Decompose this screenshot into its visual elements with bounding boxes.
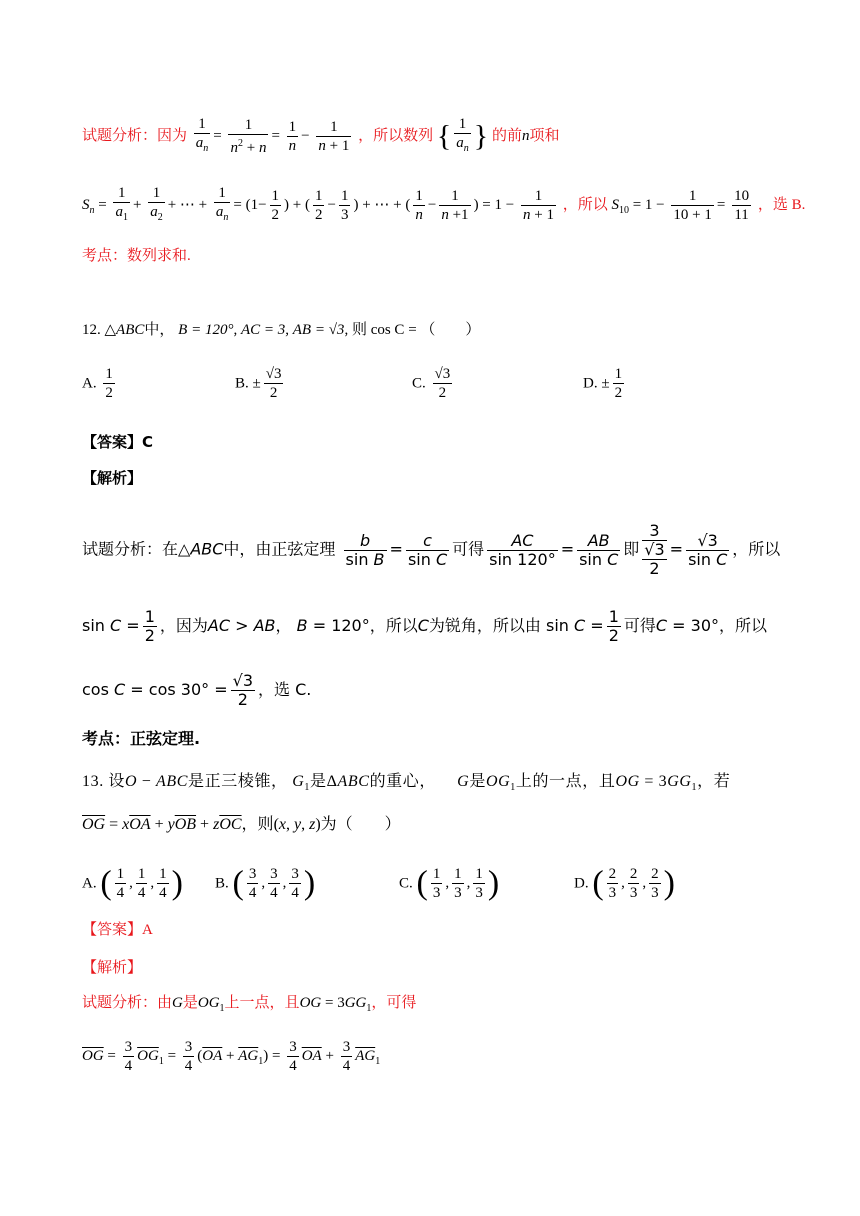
q12-opt-b-label: B. [235, 375, 249, 392]
q13-stem-b: 是正三棱锥， [188, 773, 288, 790]
q11-line1-prefix: 试题分析：因为 [82, 127, 188, 144]
q13-stem-a: 设 [108, 773, 126, 790]
q12-line1-end: ，所以 [732, 539, 781, 559]
q13-analysis-line2: $\overline{OG}$ = $\frac{3}{4}$ $\overline{OG}_1$ = $\frac{3}{4}$ $(\overline{OA} + \overline{AG}_1)$ = $\frac{3}{4}$ $\overline{OA}$ + $\frac{3}{4}$ $\overline{AG}_1$ [82, 1039, 381, 1074]
q11-kaodian: 考点：数列求和. [82, 248, 191, 264]
q13-answer: 【答案】A [82, 922, 153, 938]
q12-option-a: A. $\frac{1}{2}$ [82, 366, 113, 401]
q12-option-b: B. ± $\frac{√3}{2}$ [235, 366, 282, 401]
q13-opt-d-label: D. [574, 875, 589, 892]
q13-line1-prefix: 试题分析：由 [82, 995, 173, 1011]
q12-stem-end: , 则 cos C = （ ） [344, 322, 481, 338]
q12-option-d: D. ± $\frac{1}{2}$ [583, 366, 623, 401]
q12-opt-c-label: C. [412, 375, 426, 392]
q11-line1-mid: ，所以数列 [358, 127, 434, 144]
q13-stem-d: 的重心， [369, 773, 436, 790]
q13-line1-b: 上一点，且 [224, 995, 300, 1011]
q12-line1-ji: 即 [623, 539, 640, 559]
q13-opt-a-label: A. [82, 875, 97, 892]
q12-analysis-line2: sin C = $\frac{1}{2}$ ，因为AC > AB， B = 120°，所以C为锐角，所以由 sin C = $\frac{1}{2}$ 可得C = 30°，所以 [82, 607, 768, 645]
q11-analysis-line1: 试题分析：因为 $\frac{1}{a_n}$ = $\frac{1}{n^2 + n}$ = $\frac{1}{n}$ − $\frac{1}{n + 1}$ ，所以数列 { $\frac{1}{a_n}$ } 的前n项和 [82, 116, 560, 156]
q12-opt-a-label: A. [82, 375, 97, 392]
q12-kaodian: 考点：正弦定理. [82, 729, 201, 748]
q13-analysis-line1: 试题分析：由G是$OG_1$上一点，且OG = $3GG_1$，可得 [82, 995, 417, 1014]
q11-analysis-line2: $S_n$ = $\frac{1}{a_1}$ + $\frac{1}{a_2}$ + ⋯ + $\frac{1}{a_n}$ = (1− $\frac{1}{2}$ ) + ( $\frac{1}{2}$ − $\frac{1}{3}$ ) + ⋯ + ( $\frac{1}{n}$ − $\frac{1}{n +1}$ ) = 1 − $\frac{1}{n + 1}$ ，所以 $S_{10} = 1$ − $\frac{1}{10 + 1}$ = $\frac{10}{11}$ ，选 B. [82, 185, 806, 223]
q13-option-c: C. ( $\frac{1}{3}$ , $\frac{1}{3}$ , $\frac{1}{3}$ ) [399, 864, 500, 902]
q12-cond-b: B = 120° [178, 322, 234, 338]
q13-option-d: D. ( $\frac{2}{3}$ , $\frac{2}{3}$ , $\frac{2}{3}$ ) [574, 864, 675, 902]
q12-line1-prefix: 试题分析：在 [82, 539, 179, 559]
q12-line1-kede: 可得 [452, 539, 485, 559]
q12-analysis-line1: 试题分析：在△ABC中，由正弦定理 $\frac{b}{\text{sin B}}$ = $\frac{c}{\text{sin C}}$ 可得 $\frac{AC}{\sin 120^\circ}$ = $\frac{AB}{\text{sin C}}$ 即 3 √3 2 = $\frac{√3}{\text{sin C}}$ ，所以 [82, 521, 781, 578]
q12-line2-e: 可得 [623, 616, 656, 635]
q12-line2-a: ，因为 [159, 616, 208, 635]
q13-line1-a: 是 [182, 995, 198, 1011]
q12-option-c: C. $\frac{√3}{2}$ [412, 366, 451, 401]
q13-option-a: A. ( $\frac{1}{4}$ , $\frac{1}{4}$ , $\frac{1}{4}$ ) [82, 864, 183, 902]
q13-opt-b-label: B. [215, 875, 229, 892]
q13-number: 13. [82, 773, 104, 790]
q13-jiexi: 【解析】 [82, 960, 143, 976]
q11-line1-suffix: 的前 [491, 127, 522, 144]
q12-stem-mid: 中， [144, 322, 175, 338]
q13-stem-e: 是 [469, 773, 486, 790]
q12-line2-c: ，所以 [369, 616, 418, 635]
q12-cond-ab: AB = √3 [292, 322, 345, 338]
q12-cond-ac: AC = 3 [240, 322, 286, 338]
q12-answer: 【答案】C [82, 433, 154, 451]
q13-stem-line2: $\overline{OG} = x\overline{OA} + y\overline{OB} + z\overline{OC}$，则(x, y, z)为（ ） [82, 816, 401, 833]
q13-stem2-end: ，则 [241, 816, 274, 833]
q13-stem-line1: 13. 设O − ABC是正三棱锥， $G_1$是ΔABC的重心， G是$OG_1$上的一点，且OG = $3GG_1$，若 [82, 773, 731, 794]
q13-stem-f: 上的一点，且 [515, 773, 616, 790]
q12-line2-f: ，所以 [719, 616, 768, 635]
q12-line3-end: ，选 C. [258, 680, 312, 699]
q11-n-var: n [521, 127, 530, 144]
q12-jiexi: 【解析】 [82, 469, 143, 487]
q12-line1-mid: 中，由正弦定理 [223, 539, 336, 559]
q12-stem: 12. △ABC中， B = 120°, AC = 3, AB = √3, 则 cos C = （ ） [82, 322, 481, 338]
q11-line1-end: 项和 [529, 127, 560, 144]
q12-opt-d-label: D. [583, 375, 598, 392]
q13-stem2-tail: 为（ ） [320, 816, 401, 833]
q13-opt-c-label: C. [399, 875, 413, 892]
q13-line1-end: ，可得 [371, 995, 417, 1011]
q13-stem-g: ，若 [697, 773, 731, 790]
q11-line2-end: ，选 B. [757, 196, 806, 213]
q12-line2-b: ， [275, 616, 292, 635]
q11-line2-sep: ，所以 [562, 196, 608, 213]
q13-stem-c: 是 [310, 773, 327, 790]
q12-number: 12. [82, 322, 101, 338]
q12-line2-d: 为锐角，所以由 [428, 616, 541, 635]
q13-option-b: B. ( $\frac{3}{4}$ , $\frac{3}{4}$ , $\frac{3}{4}$ ) [215, 864, 316, 902]
q12-analysis-line3: cos C = cos 30° = $\frac{√3}{2}$ ，选 C. [82, 671, 312, 709]
